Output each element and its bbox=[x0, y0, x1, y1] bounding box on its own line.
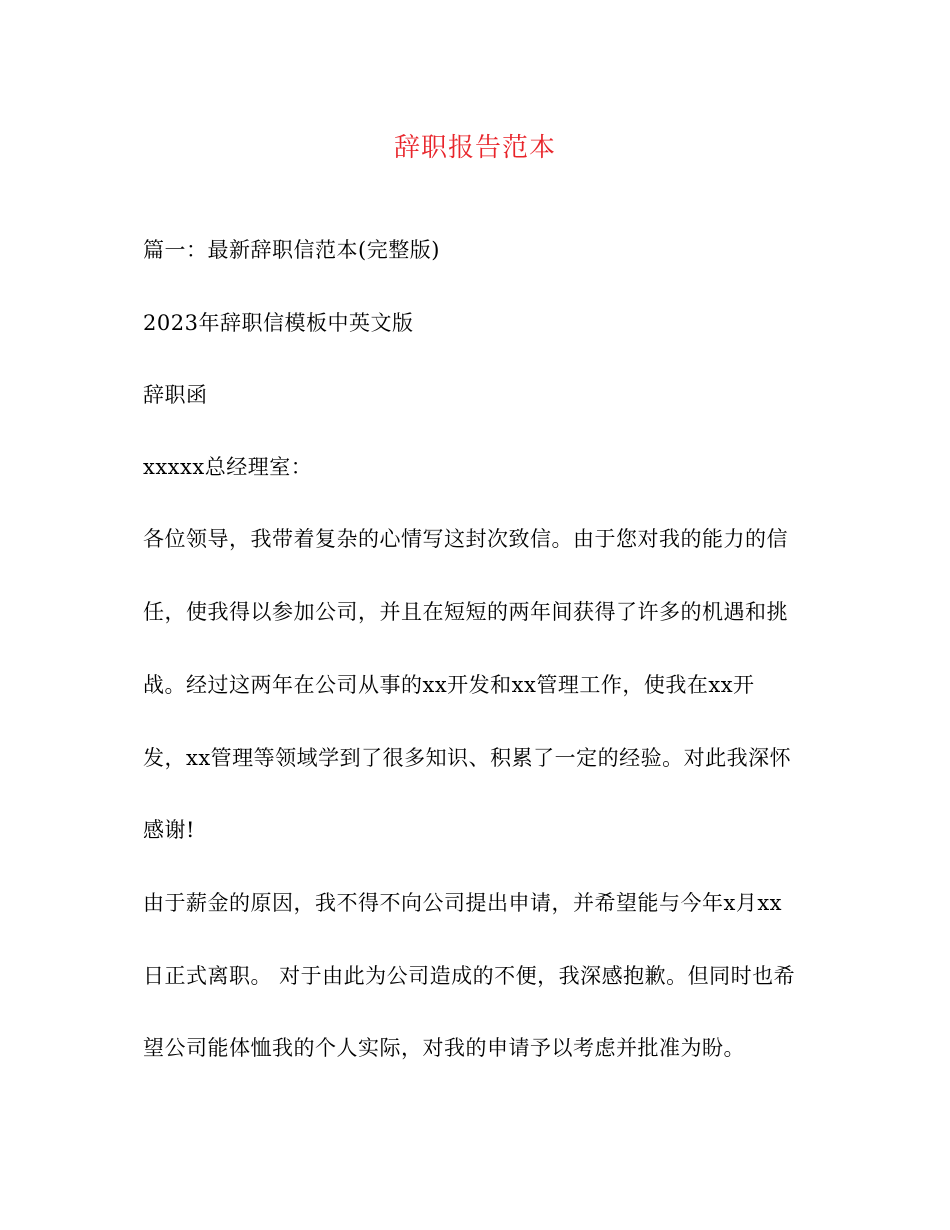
addressee-line: xxxxx总经理室： bbox=[143, 455, 313, 479]
paragraph-line: 战。经过这两年在公司从事的xx开发和xx管理工作，使我在xx开 bbox=[143, 673, 755, 697]
paragraph-line: 感谢! bbox=[143, 818, 195, 842]
paragraph-line: 由于薪金的原因，我不得不向公司提出申请，并希望能与今年x月xx bbox=[143, 891, 783, 915]
paragraph-line: 发，xx管理等领域学到了很多知识、积累了一定的经验。对此我深怀 bbox=[143, 746, 792, 770]
paragraph-line: 日正式离职。 对于由此为公司造成的不便，我深感抱歉。但同时也希 bbox=[143, 964, 796, 988]
paragraph-line: 任，使我得以参加公司，并且在短短的两年间获得了许多的机遇和挑 bbox=[143, 600, 788, 624]
paragraph-line: 望公司能体恤我的个人实际，对我的申请予以考虑并批准为盼。 bbox=[143, 1036, 745, 1060]
section-heading: 篇一：最新辞职信范本(完整版) bbox=[143, 238, 440, 262]
document-title: 辞职报告范本 bbox=[393, 133, 556, 163]
paragraph-line: 各位领导，我带着复杂的心情写这封次致信。由于您对我的能力的信 bbox=[143, 527, 788, 551]
section-subheading: 2023年辞职信模板中英文版 bbox=[143, 311, 414, 335]
document-label: 辞职函 bbox=[143, 383, 208, 407]
